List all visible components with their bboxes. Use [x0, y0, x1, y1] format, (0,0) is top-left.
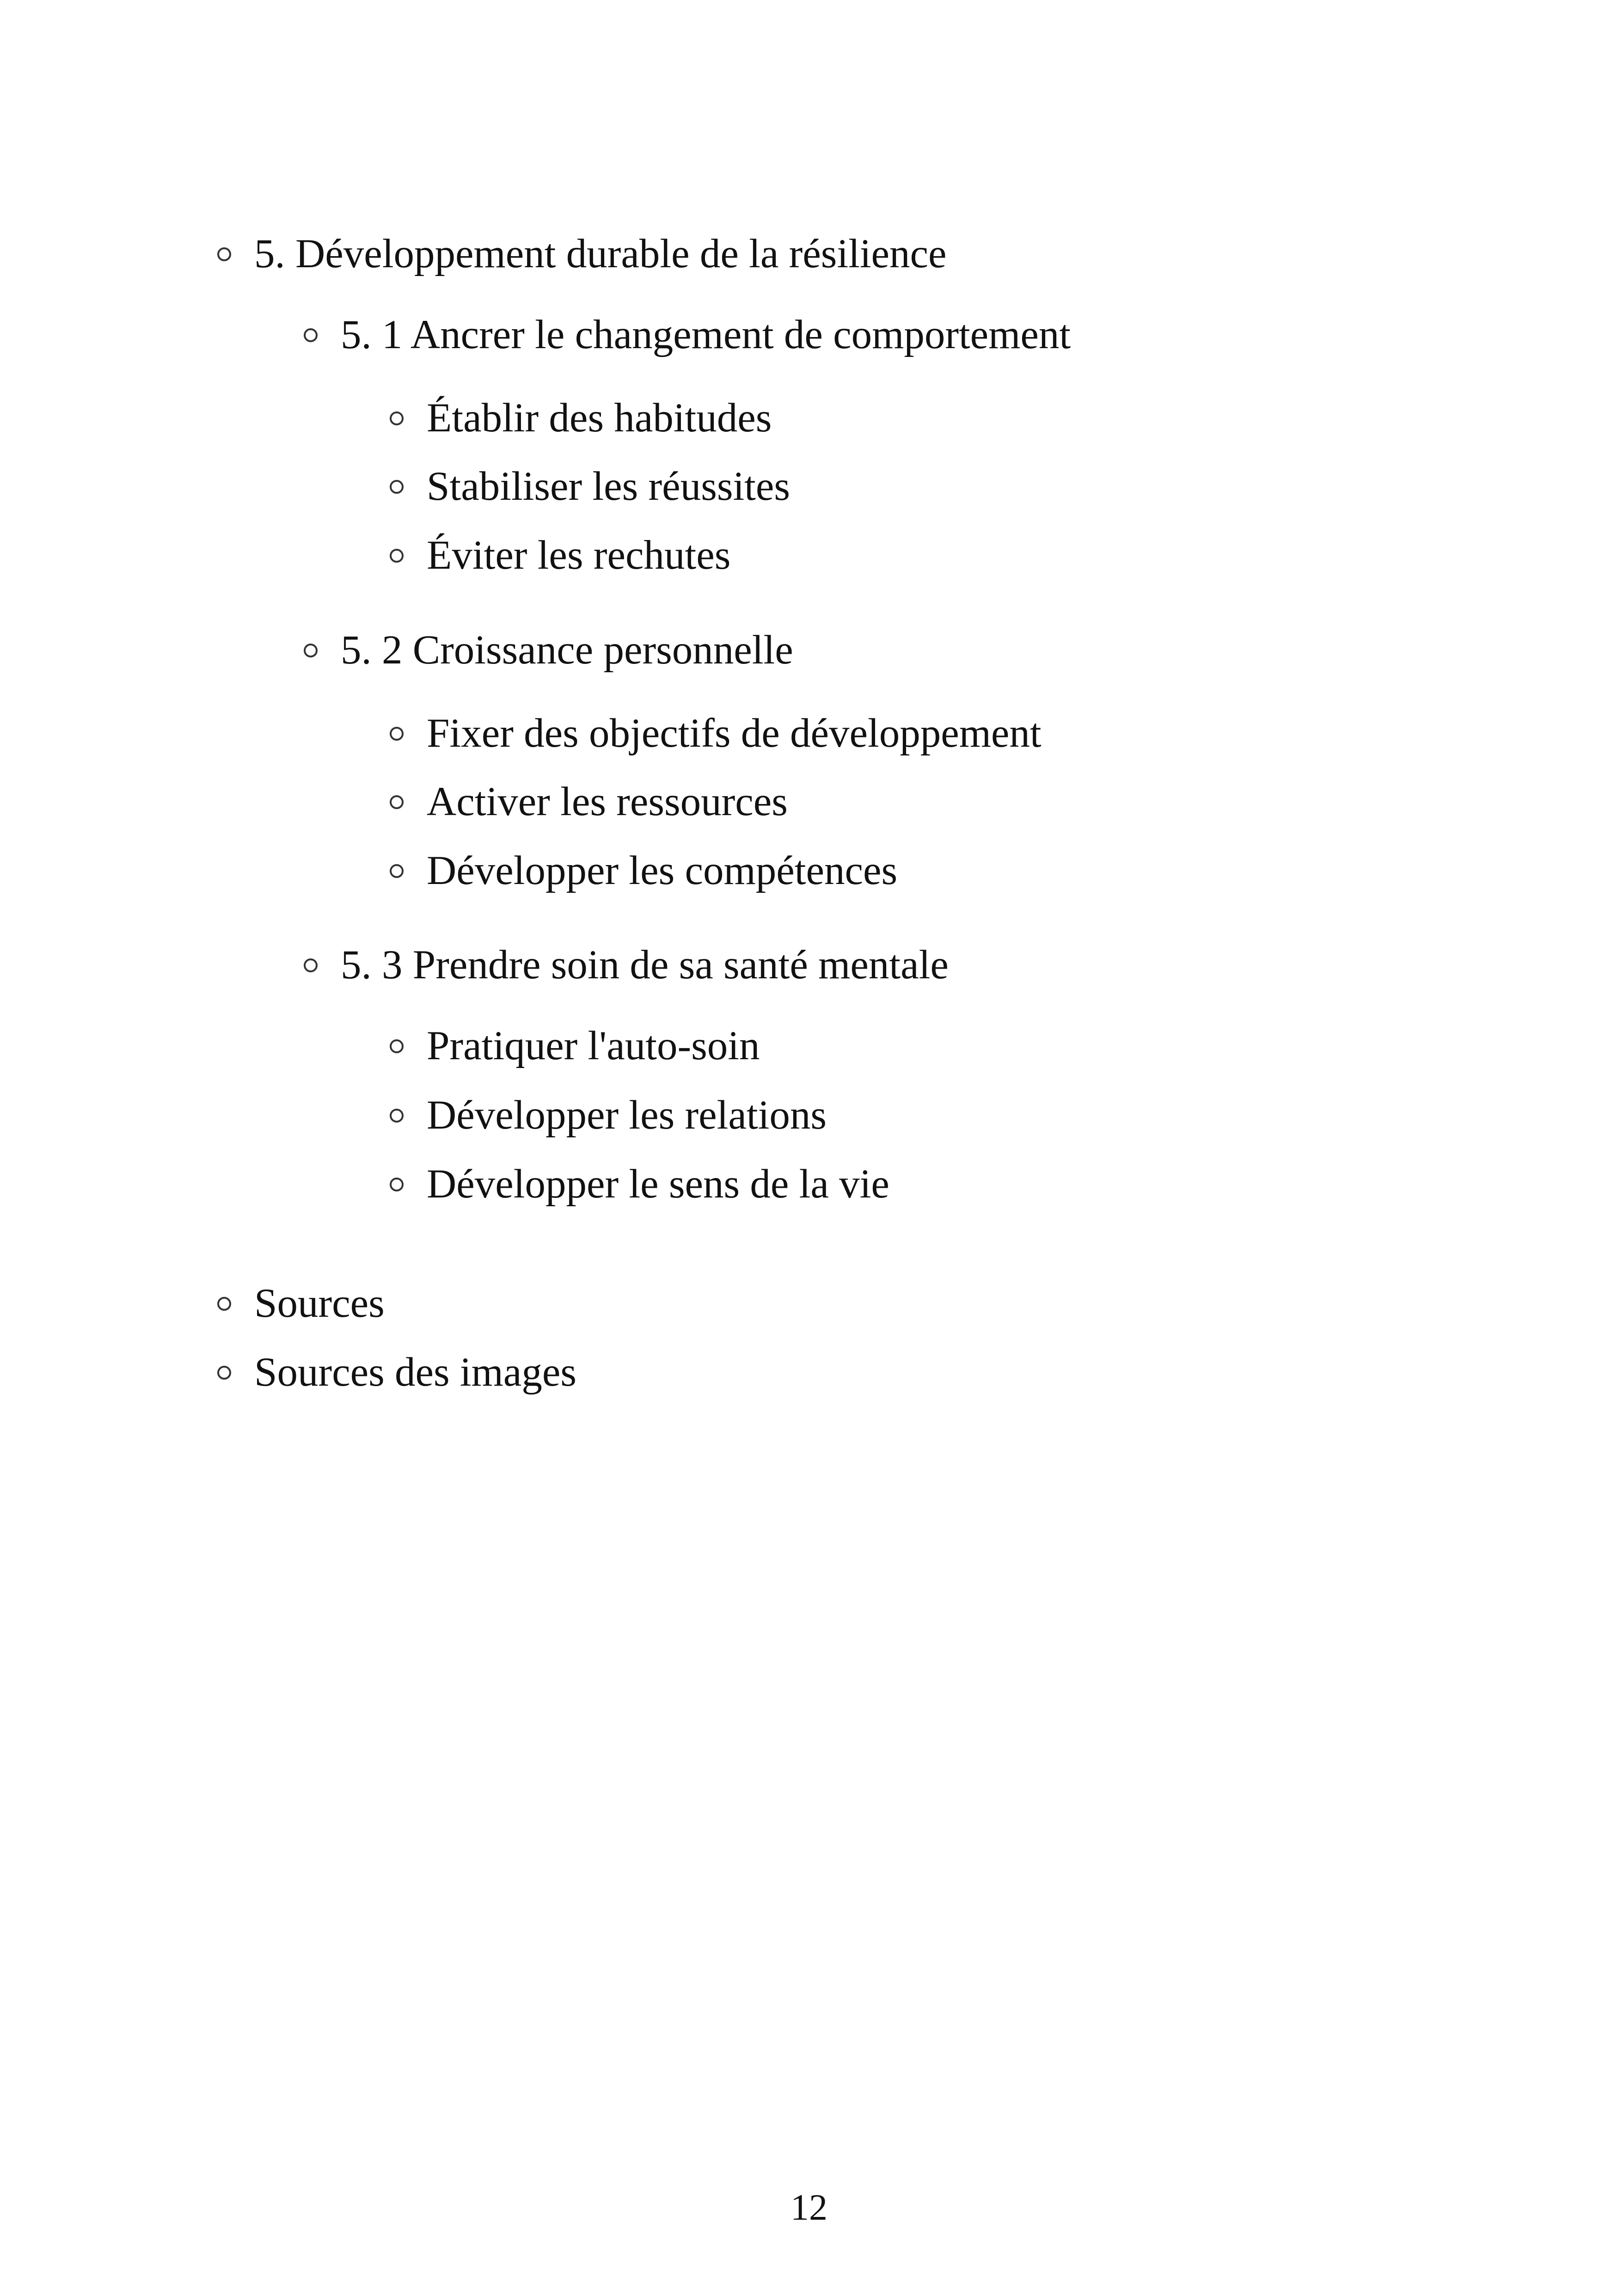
circle-bullet-icon — [304, 644, 318, 657]
toc-item-label: Fixer des objectifs de développement — [427, 711, 1042, 756]
toc-item-label: Développer les compétences — [427, 848, 898, 893]
toc-item[interactable] — [390, 1095, 827, 1136]
toc-item[interactable] — [390, 535, 730, 576]
toc-item[interactable] — [390, 395, 772, 441]
toc-image-sources[interactable] — [217, 1352, 576, 1393]
circle-bullet-icon — [390, 411, 404, 425]
toc-item[interactable] — [390, 466, 790, 507]
toc-section-5[interactable] — [217, 233, 947, 275]
circle-bullet-icon — [304, 958, 318, 972]
circle-bullet-icon — [390, 795, 404, 809]
circle-bullet-icon — [390, 1178, 404, 1191]
circle-bullet-icon — [390, 864, 404, 878]
toc-item[interactable] — [390, 1025, 760, 1067]
circle-bullet-icon — [390, 1109, 404, 1123]
toc-item-label: Pratiquer l'auto-soin — [427, 1023, 760, 1068]
toc-subsection-5-1[interactable] — [304, 314, 1071, 356]
circle-bullet-icon — [217, 1366, 231, 1380]
toc-subsection-5-2-title: 5. 2 Croissance personnelle — [341, 627, 793, 673]
toc-subsection-5-2[interactable] — [304, 627, 793, 673]
page-number: 12 — [791, 2187, 827, 2228]
circle-bullet-icon — [304, 328, 318, 342]
toc-item-label: Activer les ressources — [427, 779, 788, 824]
toc-image-sources-title: Sources des images — [254, 1350, 577, 1395]
toc-item[interactable] — [390, 781, 788, 823]
toc-sources-title: Sources — [254, 1281, 385, 1326]
circle-bullet-icon — [390, 549, 404, 563]
toc-item-label: Éviter les rechutes — [427, 533, 731, 578]
circle-bullet-icon — [390, 480, 404, 494]
circle-bullet-icon — [217, 247, 231, 261]
toc-subsection-5-1-title: 5. 1 Ancrer le changement de comportement — [341, 312, 1071, 357]
circle-bullet-icon — [390, 1039, 404, 1053]
toc-subsection-5-3[interactable] — [304, 942, 949, 988]
toc-item-label: Stabiliser les réussites — [427, 464, 791, 509]
toc-item-label: Développer les relations — [427, 1093, 827, 1138]
toc-item[interactable] — [390, 850, 897, 891]
toc-item-label: Développer le sens de la vie — [427, 1161, 889, 1207]
circle-bullet-icon — [390, 727, 404, 741]
toc-item[interactable] — [390, 1161, 889, 1207]
toc-subsection-5-3-title: 5. 3 Prendre soin de sa santé mentale — [341, 942, 949, 988]
circle-bullet-icon — [217, 1297, 231, 1311]
toc-section-5-title: 5. Développement durable de la résilience — [254, 231, 947, 276]
toc-item[interactable] — [390, 713, 1042, 754]
toc-item-label: Établir des habitudes — [427, 395, 772, 441]
toc-sources[interactable] — [217, 1283, 385, 1324]
